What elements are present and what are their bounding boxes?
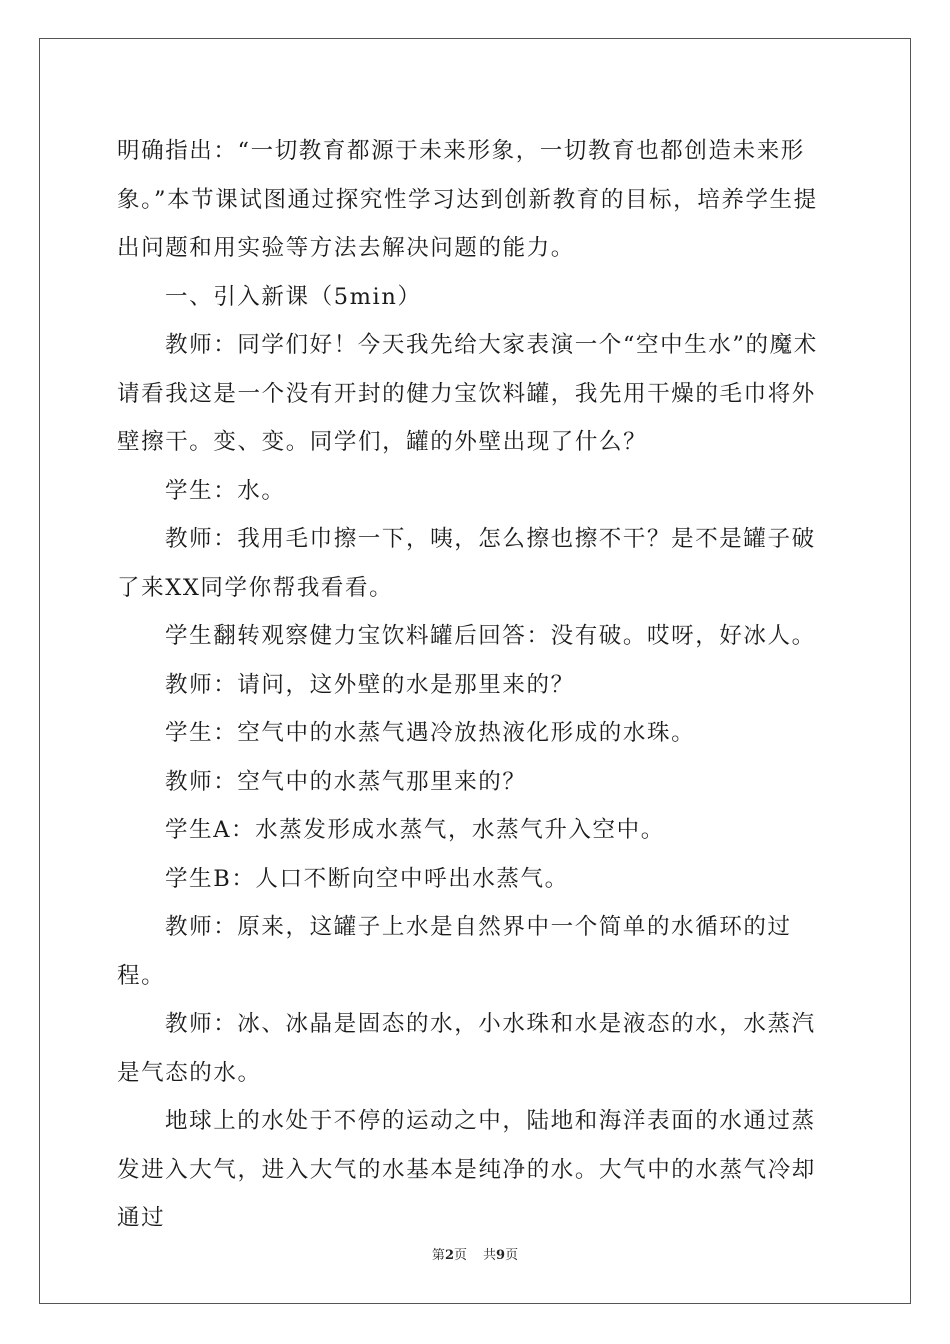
page-footer	[0, 1244, 950, 1263]
paragraph: 地球上的水处于不停的运动之中，陆地和海洋表面的水通过蒸发进入大气，进入大气的水基本是纯净的水。大气中的水蒸气冷却通过	[117, 1108, 816, 1231]
paragraph: 教师：请问，这外壁的水是那里来的？	[165, 671, 575, 698]
total-suffix: 页	[505, 1248, 519, 1263]
page-number: 2	[444, 1248, 454, 1263]
paragraph: 教师：原来，这罐子上水是自然界中一个简单的水循环的过程。	[117, 914, 792, 989]
paragraph: 教师：我用毛巾擦一下，咦，怎么擦也擦不干？是不是罐子破了来XX同学你帮我看看。	[117, 526, 816, 601]
paragraph: 教师：冰、冰晶是固态的水，小水珠和水是液态的水，水蒸汽是气态的水。	[117, 1011, 816, 1086]
total-prefix: 共	[483, 1248, 497, 1263]
paragraph: 学生A：水蒸发形成水蒸气，水蒸气升入空中。	[165, 817, 665, 843]
paragraph: 学生：空气中的水蒸气遇冷放热液化形成的水珠。	[165, 720, 696, 746]
page-suffix: 页	[453, 1248, 467, 1263]
paragraph: 学生B：人口不断向空中呼出水蒸气。	[165, 865, 569, 892]
paragraph: 学生翻转观察健力宝饮料罐后回答：没有破。哎呀，好冰人。	[165, 623, 816, 649]
section-heading: 一、引入新课（5min）	[165, 283, 422, 310]
total-pages: 9	[496, 1248, 506, 1263]
paragraph: 教师：同学们好！今天我先给大家表演一个“空中生水”的魔术请看我这是一个没有开封的健力宝饮料罐，我先用干燥的毛巾将外壁擦干。变、变。同学们，罐的外壁出现了什么？	[117, 332, 818, 455]
document-body	[117, 127, 837, 1243]
paragraph: 明确指出：“一切教育都源于未来形象，一切教育也都创造未来形象。”本节课试图通过探究性学习达到创新教育的目标，培养学生提出问题和用实验等方法去解决问题的能力。	[117, 138, 818, 261]
paragraph: 教师：空气中的水蒸气那里来的？	[165, 768, 527, 795]
paragraph: 学生：水。	[165, 477, 286, 504]
page-prefix: 第	[431, 1248, 445, 1263]
